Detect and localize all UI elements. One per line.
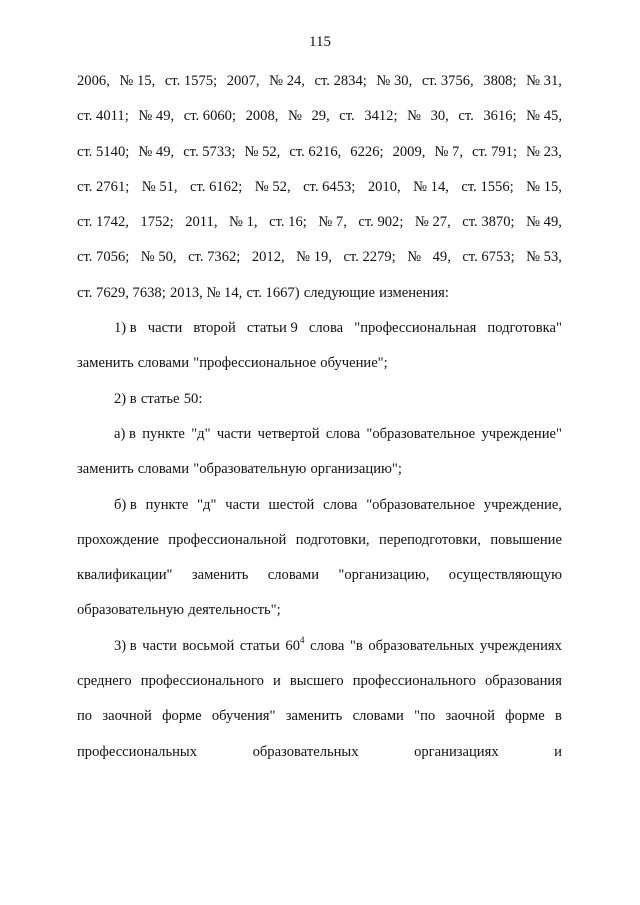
document-body [77,64,562,770]
text-line [77,593,562,628]
word: ст. 1556; [461,178,514,195]
text-line [77,699,562,734]
word: словами [137,355,190,372]
word: ст. 1575; [164,73,218,89]
word: второй [193,320,236,337]
word: ст. 2279; [343,249,396,266]
word: ст. 3756, [421,73,474,89]
word: слова [325,425,361,442]
word: обучение"; [320,355,388,372]
word: "профессиональная [354,320,477,337]
word: № 49, [138,143,175,160]
word: № 52, [254,178,291,195]
word: № 49, [138,108,175,125]
word: № 7, [434,143,463,160]
word: ст. 6162; [190,178,243,195]
word: № 31, [526,73,562,89]
word: № 15, [526,178,562,195]
word: ст. 6753; [462,249,515,266]
word: 1752; [140,214,174,231]
text-line [77,629,562,664]
word: словами [137,461,190,478]
word: "организацию, [338,567,430,584]
word: заочной [445,708,495,725]
text-line [77,452,562,487]
word: № 27, [414,214,451,231]
word: ст. 3870; [462,214,515,231]
word: ст. 6216, [289,143,342,160]
word: ст. 7629, 7638; [77,284,166,301]
word: 2006, [77,73,110,89]
text-line [77,64,562,99]
word: 50: [183,390,203,407]
word: № [407,108,422,125]
word: а) в [114,425,136,442]
text-line [77,135,562,170]
word: № 7, [318,214,347,231]
word: учреждение" [481,425,562,442]
word: словами [352,708,404,725]
word: 2013, № 14, [169,284,243,301]
word: слова [323,496,358,513]
word: № 14, [413,178,449,195]
word: изменения: [379,284,449,301]
word: части [142,637,177,654]
word: образовательных [368,637,475,654]
word: прохождение [77,531,159,548]
word: "д" [197,496,217,513]
text-line [77,170,562,205]
word: осуществляющую [448,567,562,584]
word: ст. [458,108,474,125]
word: 3) в [114,637,137,654]
word: 29, [311,108,330,125]
word: профессиональных [77,743,198,760]
word: ст. 6453; [303,178,356,195]
word: 2007, [226,73,260,89]
word: 2010, [367,178,401,195]
word: № [287,108,302,125]
word: форме [505,708,545,725]
word: по [77,708,93,725]
word: профессионального [140,673,264,690]
page-number: 115 [309,34,331,50]
word: среднего [77,673,132,690]
word: ст. 7362; [188,249,241,266]
text-line [77,205,562,240]
word: "образовательную [193,461,307,478]
word: подготовка" [487,320,562,337]
word: "д" [191,425,211,442]
superscript: 4 [300,634,305,645]
word: ст. 1742, [77,214,129,231]
word: учреждение, [483,496,562,513]
text-line [77,311,562,346]
word: "образовательное [366,425,476,442]
word: повышение [490,531,562,548]
word: № 51, [141,178,178,195]
word: ст. 7056; [77,249,130,266]
word: "в [349,637,363,654]
word: организациях [414,743,499,760]
word: обучения" [211,708,276,725]
word: 3808; [483,73,517,89]
word: слова [310,637,345,654]
word: ст. 5733; [183,143,236,160]
word: 2011, [185,214,218,231]
word: "по [414,708,436,725]
word: № 23, [526,143,562,160]
word: 3412; [364,108,398,125]
word: статье [140,390,180,407]
word: ст. 902; [358,214,404,231]
word: квалификации" [77,567,173,584]
text-line [77,523,562,558]
word: № 15, [119,73,156,89]
word: № 24, [269,73,305,89]
word: ст. 1667) [246,284,300,301]
word: переподготовки, [379,531,481,548]
word: заменить [77,461,134,478]
word: б) в [114,496,137,513]
word: слова [308,320,344,337]
word: № 53, [526,249,562,266]
word: подготовки, [295,531,370,548]
word: 30, [430,108,449,125]
word: 2) в [114,390,137,407]
word: следующие [303,284,375,301]
word: № 52, [244,143,281,160]
word: части [216,425,252,442]
word: высшего [289,673,344,690]
word: № 45, [526,108,562,125]
word: пункте [145,496,189,513]
word: учреждениях [479,637,562,654]
word: деятельность"; [188,602,281,619]
word: № [407,249,422,266]
word: четвертой [257,425,320,442]
word: 2008, [245,108,279,125]
word: ст. [339,108,355,125]
text-line [77,664,562,699]
word: образования [484,673,562,690]
word: шестой [268,496,315,513]
word: 6226; [350,143,384,160]
word: № 1, [229,214,258,231]
word: образовательную [77,602,185,619]
text-line [77,488,562,523]
word: и [554,743,562,760]
word: ст. 2834; [314,73,367,89]
word: № 19, [296,249,332,266]
word: 2009, [392,143,426,160]
word: ст. 4011; [77,108,129,125]
word: образовательных [252,743,359,760]
word: и [272,673,281,690]
text-line [77,735,562,770]
text-line [77,382,562,417]
word: $60^4$ [285,634,305,654]
word: 2012, [251,249,285,266]
word: "профессиональное [193,355,317,372]
word: организацию"; [310,461,402,478]
word: ст. 2761; [77,178,130,195]
word: ст. 6060; [183,108,237,125]
word: заочной [102,708,152,725]
text-line [77,240,562,275]
word: восьмой [182,637,235,654]
word: заменить [285,708,343,725]
text-line [77,99,562,134]
word: 1) в [114,320,137,337]
word: № 50, [140,249,177,266]
word: 3616; [483,108,517,125]
word: профессионального [352,673,476,690]
word: № 30, [376,73,413,89]
word: форме [162,708,202,725]
text-line [77,558,562,593]
word: части [225,496,260,513]
word: ст. 791; [472,143,518,160]
word: пункте [142,425,185,442]
text-line [77,346,562,381]
word: "образовательное [366,496,475,513]
word: заменить [191,567,249,584]
text-line [77,276,562,311]
word: статьи [239,637,280,654]
word: ст. 5140; [77,143,130,160]
word: ст. 16; [269,214,307,231]
word: в [554,708,562,725]
text-line [77,417,562,452]
word: части [147,320,183,337]
word: 49, [432,249,451,266]
word: № 49, [526,214,562,231]
word: словами [267,567,320,584]
word: заменить [77,355,134,372]
word: профессиональной [168,531,287,548]
word: статьи 9 [246,320,298,337]
